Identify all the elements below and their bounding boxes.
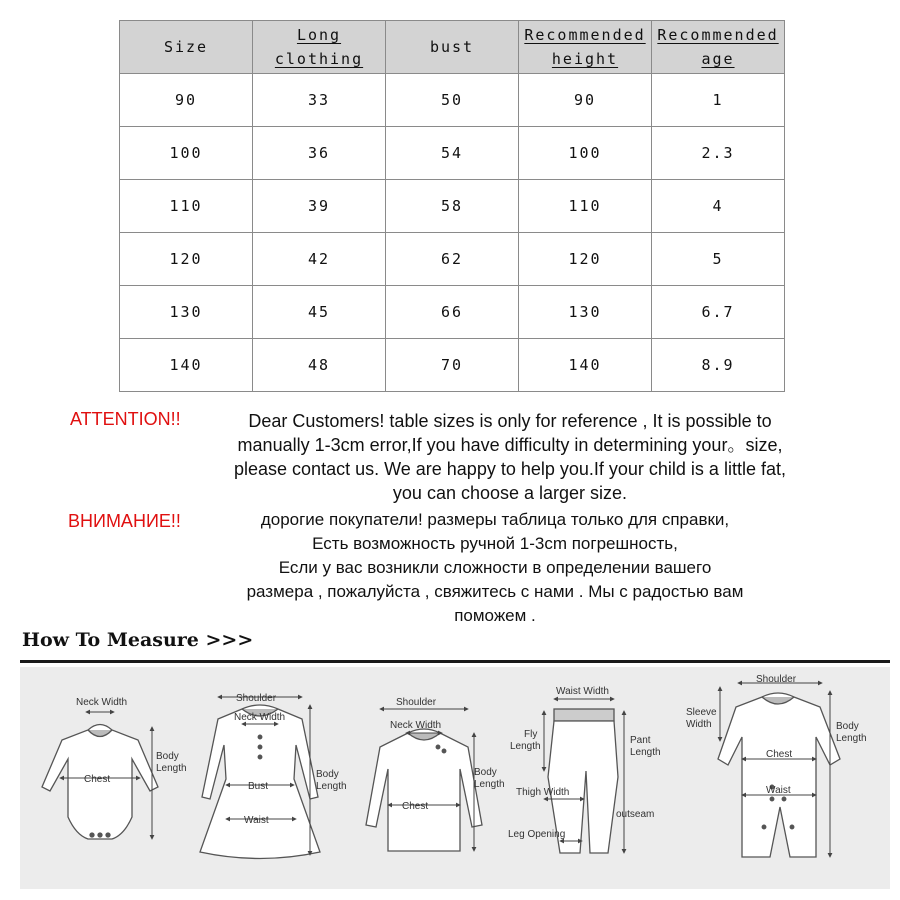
cell-bust: 58 [386, 180, 519, 233]
size-table [119, 20, 785, 392]
label-waist-width: Waist Width [556, 686, 609, 697]
label-length: Length [510, 741, 541, 752]
table-row [120, 180, 785, 233]
header-size: Size [120, 21, 253, 74]
label-waist: Waist [244, 815, 269, 826]
header-bust: bust [386, 21, 519, 74]
russian-notice [190, 508, 800, 628]
label-body: Body [836, 721, 859, 732]
cell-height: 120 [519, 233, 652, 286]
cell-age: 6.7 [652, 286, 785, 339]
table-row [120, 233, 785, 286]
cell-long-clothing: 39 [253, 180, 386, 233]
notice-line: дорогие покупатели! размеры таблица только для справки, [260, 510, 730, 529]
cell-age: 1 [652, 74, 785, 127]
cell-size: 130 [120, 286, 253, 339]
table-row [120, 127, 785, 180]
cell-bust: 70 [386, 339, 519, 392]
notice-line: you can choose a larger size. [392, 483, 628, 503]
label-body: Body [156, 751, 179, 762]
header-recommended-height: Recommended height [519, 21, 652, 74]
label-sleeve: Sleeve [686, 707, 717, 718]
cell-bust: 54 [386, 127, 519, 180]
label-waist: Waist [766, 785, 791, 796]
label-outseam: outseam [616, 809, 655, 820]
label-pant: Pant [630, 735, 651, 746]
label-chest: Chest [766, 749, 793, 760]
cell-size: 140 [120, 339, 253, 392]
label-shoulder: Shoulder [236, 693, 277, 704]
attention-label: ATTENTION!! [70, 409, 181, 429]
table-row [120, 286, 785, 339]
label-length: Length [630, 747, 661, 758]
table-header-row [120, 21, 785, 74]
label-chest: Chest [84, 774, 111, 785]
cell-bust: 62 [386, 233, 519, 286]
label-body: Body [474, 767, 497, 778]
label-length: Length [316, 781, 347, 792]
header-long-clothing: Long clothing [253, 21, 386, 74]
cell-height: 140 [519, 339, 652, 392]
label-chest: Chest [402, 801, 429, 812]
cell-size: 120 [120, 233, 253, 286]
label-shoulder: Shoulder [756, 674, 797, 685]
label-length: Length [474, 779, 505, 790]
label-bust: Bust [248, 781, 269, 792]
cell-age: 4 [652, 180, 785, 233]
label-leg-opening: Leg Opening [508, 829, 566, 840]
english-notice [190, 409, 830, 505]
cell-long-clothing: 48 [253, 339, 386, 392]
cell-size: 90 [120, 74, 253, 127]
label-length: Length [156, 763, 187, 774]
cell-age: 8.9 [652, 339, 785, 392]
how-to-measure-title: How To Measure >>> [22, 629, 254, 651]
label-thigh-width: Thigh Width [516, 787, 570, 798]
notice-line: Есть возможность ручной 1-3cm погрешность, [312, 534, 678, 553]
notice-line: Если у вас возникли сложности в определении вашего [278, 558, 712, 577]
cell-size: 110 [120, 180, 253, 233]
table-row [120, 339, 785, 392]
cell-long-clothing: 33 [253, 74, 386, 127]
vnimanie-label: ВНИМАНИЕ!! [68, 511, 181, 531]
cell-bust: 50 [386, 74, 519, 127]
section-divider [20, 660, 890, 663]
table-row [120, 74, 785, 127]
header-recommended-age: Recommended age [652, 21, 785, 74]
label-neck-width: Neck Width [234, 712, 286, 723]
notice-line: Dear Customers! table sizes is only for reference , It is possible to [248, 411, 772, 431]
cell-long-clothing: 42 [253, 233, 386, 286]
cell-age: 5 [652, 233, 785, 286]
cell-height: 90 [519, 74, 652, 127]
cell-long-clothing: 36 [253, 127, 386, 180]
notice-line: размера , пожалуйста , свяжитесь с нами . Мы с радостью вам [246, 582, 744, 601]
label-body: Body [316, 769, 339, 780]
cell-bust: 66 [386, 286, 519, 339]
label-width: Width [686, 719, 712, 730]
label-length: Length [836, 733, 867, 744]
cell-height: 130 [519, 286, 652, 339]
cell-size: 100 [120, 127, 253, 180]
cell-long-clothing: 45 [253, 286, 386, 339]
notice-line: manually 1-3cm error,If you have difficulty in determining your。size, [237, 435, 783, 455]
cell-height: 100 [519, 127, 652, 180]
notice-line: поможем . [454, 606, 536, 625]
label-shoulder: Shoulder [396, 697, 437, 708]
label-fly: Fly [524, 729, 538, 740]
cell-age: 2.3 [652, 127, 785, 180]
measurement-diagrams [20, 667, 890, 889]
cell-height: 110 [519, 180, 652, 233]
notice-line: please contact us. We are happy to help you.If your child is a little fat, [234, 459, 786, 479]
label-neck-width: Neck Width [390, 720, 442, 731]
label-neck-width: Neck Width [76, 697, 128, 708]
